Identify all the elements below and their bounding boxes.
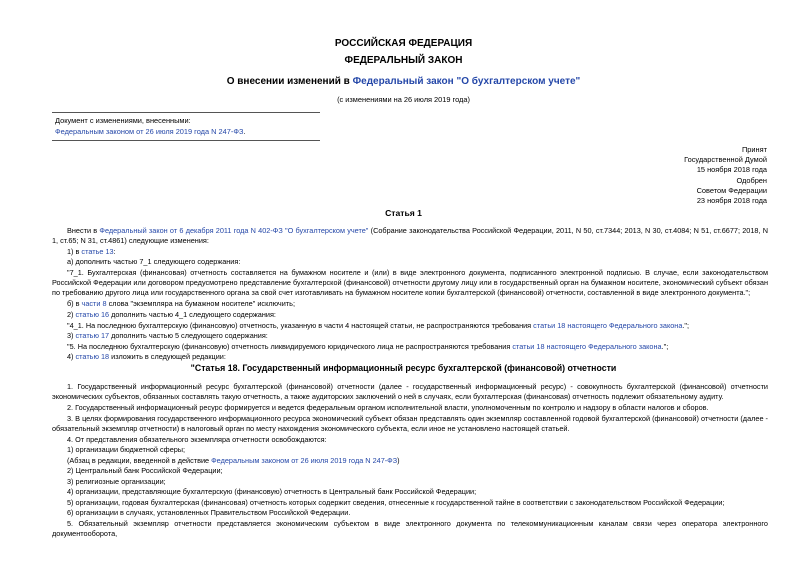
law-title-link[interactable]: Федеральный закон "О бухгалтерском учете"	[352, 76, 581, 87]
text-fragment: 2)	[67, 310, 76, 319]
exemption-note	[52, 456, 768, 466]
text-fragment: .";	[682, 321, 690, 330]
item-3	[52, 331, 768, 341]
article-18-part-1: 1. Государственный информационный ресурс бухгалтерской (финансовой) отчетности (далее - государственный информационный ресурс) - совокупность бухгалтерской (финансовой) отчетности экономических субъектов, обязанных составлять такую отчетность, а также аудиторских заключений о ней в случаях, если бухгалтерская (финансовая) отчетность подлежит обязательному аудиту.	[52, 382, 768, 402]
article-18-title: "Статья 18. Государственный информационный ресурс бухгалтерской (финансовой) отчетности	[190, 363, 617, 373]
text-fragment: (Абзац в редакции, введенной в действие	[67, 456, 212, 465]
law-title-prefix: О внесении изменений в	[226, 76, 353, 87]
article-16-link[interactable]: статью 16	[75, 310, 110, 319]
article-18-part-4: 4. От представления обязательного экземпляра отчетности освобождаются:	[67, 435, 327, 444]
exemption-item: 5) организации, годовая бухгалтерская (финансовая) отчетность которых содержит сведения, отнесенные к государственной тайне в соответствии с законодательством Российской Федерации;	[67, 498, 725, 507]
exemption-item: 3) религиозные организации;	[67, 477, 166, 486]
adoption-line: Принят	[741, 145, 767, 154]
article-18-link[interactable]: статью 18	[75, 352, 110, 361]
text-fragment: б) в	[67, 299, 82, 308]
article-1-intro	[52, 226, 768, 246]
text-fragment: дополнить частью 4_1 следующего содержания:	[109, 310, 276, 319]
item-3-text	[52, 342, 768, 352]
item-1a: а) дополнить частью 7_1 следующего содержания:	[67, 257, 241, 266]
exemption-item: 1) организации бюджетной сферы;	[67, 445, 186, 454]
item-2	[52, 310, 768, 320]
exemption-item: 2) Центральный банк Российской Федерации;	[67, 466, 223, 475]
text-fragment: 3)	[67, 331, 76, 340]
revision-note: (с изменениями на 26 июля 2019 года)	[337, 95, 470, 104]
text-fragment: :	[113, 247, 116, 256]
adoption-line: 15 ноября 2018 года	[696, 165, 767, 175]
text-fragment: "4_1. На последнюю бухгалтерскую (финансовую) отчетность, указанную в части 4 настоящей статьи, не распространяются требования	[67, 321, 534, 330]
article-1-title: Статья 1	[385, 208, 422, 218]
country-heading: РОССИЙСКАЯ ФЕДЕРАЦИЯ	[334, 38, 473, 49]
item-1a-text: "7_1. Бухгалтерская (финансовая) отчетность составляется на бумажном носителе и (или) в виде электронного документа, подписанного электронной подписью. В случае, если законодательством Российской Федерации или договором предусмотрено представление бухгалтерской (финансовой) отчетности другому лицу или в государственный орган на бумажном носителе, экономический субъект обязан по требованию другого лица или государственного органа за свой счет изготавливать на бумажном носителе копии бухгалтерской (финансовой) отчетности, составленной в виде электронного документа.";	[52, 268, 768, 298]
article-17-link[interactable]: статью 17	[75, 331, 110, 340]
text-fragment: (Собрание законодательства Российской Федерации, 2011, N 50, ст.7344; 2013, N 30, ст.4084; N 51, ст.6677; 2018, N 1, ст.65; N 31, ст.4861) следующие изменения:	[52, 226, 769, 246]
adoption-block	[684, 145, 767, 206]
part-8-link[interactable]: части 8	[81, 299, 107, 308]
law-title	[0, 76, 807, 87]
adoption-line: Советом Федерации	[696, 185, 767, 195]
changes-note-label: Документ с изменениями, внесенными:	[55, 116, 191, 125]
article-18-link[interactable]: статьи 18 настоящего Федерального закона	[512, 342, 662, 351]
divider-bottom	[52, 140, 320, 141]
changes-note-link[interactable]: Федеральным законом от 26 июля 2019 года N 247-ФЗ	[55, 127, 244, 136]
text-fragment: 4)	[67, 352, 76, 361]
adoption-line: Государственной Думой	[684, 155, 767, 165]
item-4	[52, 352, 768, 362]
article-18-part-5: 5. Обязательный экземпляр отчетности представляется экономическим субъектом в виде электронного документа по телекоммуникационным каналам связи через оператора электронного документооборота,	[52, 519, 768, 539]
text-fragment: слова "экземпляра на бумажном носителе" исключить;	[106, 299, 295, 308]
text-fragment: изложить в следующей редакции:	[109, 352, 226, 361]
adoption-line: 23 ноября 2018 года	[696, 196, 767, 206]
text-fragment: Внести в	[67, 226, 100, 235]
article-13-link[interactable]: статье 13	[81, 247, 114, 256]
article-18-link[interactable]: статьи 18 настоящего Федерального закона	[533, 321, 683, 330]
text-fragment: 1) в	[67, 247, 82, 256]
text-fragment: .";	[661, 342, 669, 351]
item-2-text	[52, 321, 768, 331]
adoption-line: Одобрен	[736, 175, 767, 185]
item-1	[52, 247, 768, 257]
changes-note-dot: .	[243, 127, 246, 136]
exemption-item: 6) организации в случаях, установленных Правительством Российской Федерации.	[67, 508, 351, 517]
changes-note	[55, 127, 245, 136]
divider-top	[52, 112, 320, 113]
exemption-item: 4) организации, представляющие бухгалтерскую (финансовую) отчетность в Центральный банк Российской Федерации;	[67, 487, 477, 496]
text-fragment: )	[397, 456, 400, 465]
text-fragment: "5. На последнюю бухгалтерскую (финансовую) отчетность ликвидируемого юридического лица не распространяются требования	[67, 342, 513, 351]
article-18-part-3: 3. В целях формирования государственного информационного ресурса экономический субъект обязан представлять один экземпляр составленной годовой бухгалтерской (финансовой) отчетности (далее - обязательный экземпляр отчетности) в налоговый орган по месту нахождения экономического субъекта, если иное не установлено настоящей статьей.	[52, 414, 768, 434]
law-402-link[interactable]: Федеральный закон от 6 декабря 2011 года N 402-ФЗ "О бухгалтерском учете"	[99, 226, 369, 235]
law-247-link[interactable]: Федеральным законом от 26 июля 2019 года N 247-ФЗ	[211, 456, 398, 465]
law-type-heading: ФЕДЕРАЛЬНЫЙ ЗАКОН	[344, 55, 463, 66]
article-18-part-2: 2. Государственный информационный ресурс формируется и ведется федеральным органом исполнительной власти, уполномоченным по контролю и надзору в области налогов и сборов.	[67, 403, 709, 412]
text-fragment: дополнить частью 5 следующего содержания:	[109, 331, 268, 340]
item-1b	[52, 299, 768, 309]
